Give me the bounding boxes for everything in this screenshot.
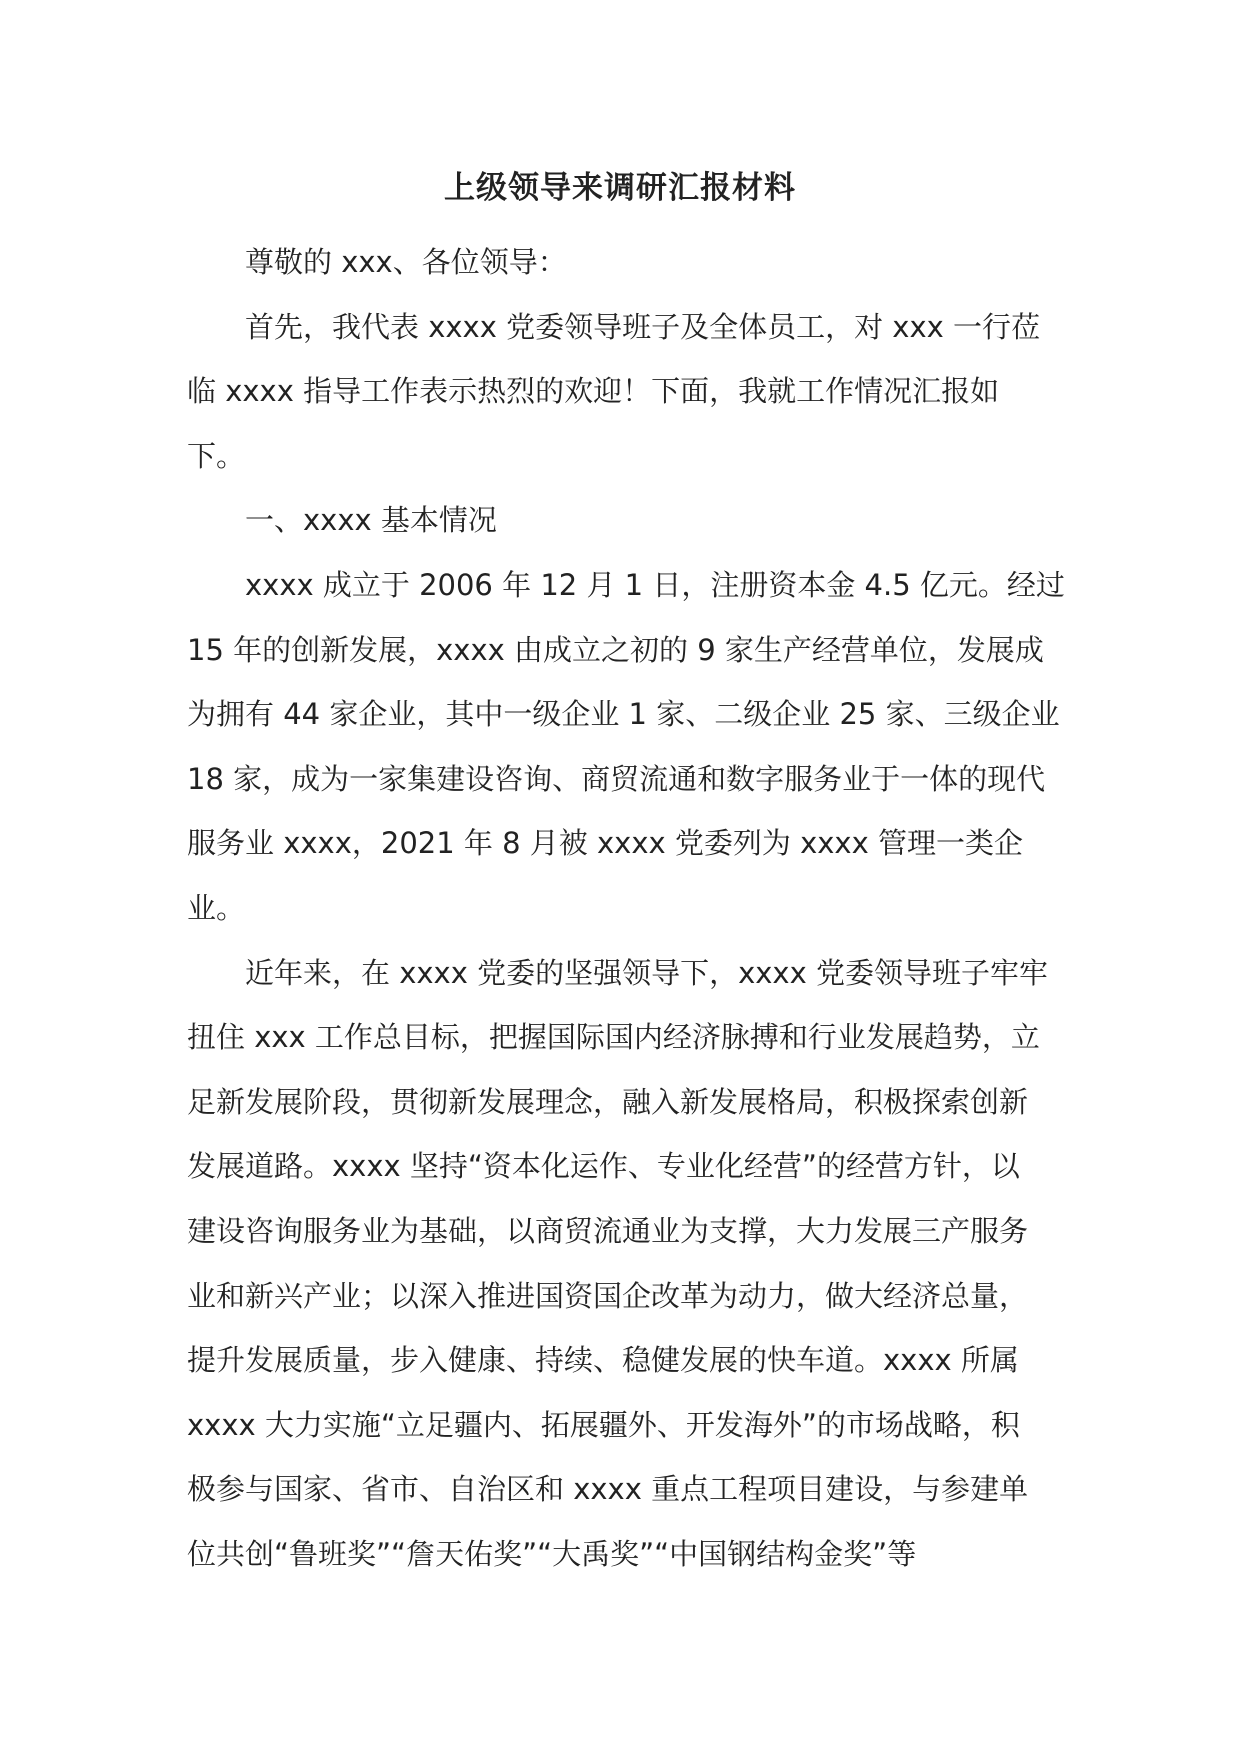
paragraph-line: 业和新兴产业；以深入推进国资国企改革为动力，做大经济总量， [187,1278,1029,1313]
paragraph-line: 足新发展阶段，贯彻新发展理念，融入新发展格局，积极探索创新 [187,1084,1029,1119]
paragraph-line: 为拥有 44 家企业，其中一级企业 1 家、二级企业 25 家、三级企业 [187,697,1060,732]
paragraph-line: 尊敬的 xxx、各位领导： [245,245,567,279]
document-body [187,240,1067,1596]
paragraph-line: 极参与国家、省市、自治区和 xxxx 重点工程项目建设，与参建单 [187,1472,1029,1507]
paragraph [187,563,1067,951]
paragraph-line: 下。 [187,438,246,473]
paragraph-line: 18 家，成为一家集建设咨询、商贸流通和数字服务业于一体的现代 [187,761,1046,796]
paragraph [187,305,1067,499]
paragraph-line: 扭住 xxx 工作总目标，把握国际国内经济脉搏和行业发展趋势，立 [187,1020,1040,1055]
paragraph-line: 15 年的创新发展，xxxx 由成立之初的 9 家生产经营单位，发展成 [187,632,1044,667]
paragraph-line: 建设咨询服务业为基础，以商贸流通业为支撑，大力发展三产服务 [187,1213,1029,1248]
paragraph-line: 位共创“鲁班奖”“詹天佑奖”“大禹奖”“中国钢结构金奖”等 [187,1536,917,1571]
paragraph-line: 一、xxxx 基本情况 [245,503,497,538]
paragraph [187,240,1067,305]
paragraph-line: 首先，我代表 xxxx 党委领导班子及全体员工，对 xxx 一行莅 [245,309,1041,344]
paragraph-line: 临 xxxx 指导工作表示热烈的欢迎！下面，我就工作情况汇报如 [187,374,1000,409]
paragraph-line: xxxx 大力实施“立足疆内、拓展疆外、开发海外”的市场战略，积 [187,1407,1020,1442]
paragraph-line: 业。 [187,890,246,925]
paragraph-line: 提升发展质量，步入健康、持续、稳健发展的快车道。xxxx 所属 [187,1343,1019,1378]
paragraph-line: xxxx 成立于 2006 年 12 月 1 日，注册资本金 4.5 亿元。经过 [245,567,1065,602]
paragraph [187,951,1067,1597]
paragraph-line: 发展道路。xxxx 坚持“资本化运作、专业化经营”的经营方针，以 [187,1149,1020,1184]
document-title: 上级领导来调研汇报材料 [444,170,796,206]
paragraph-line: 近年来，在 xxxx 党委的坚强领导下，xxxx 党委领导班子牢牢 [245,955,1048,990]
paragraph [187,498,1067,563]
paragraph-line: 服务业 xxxx，2021 年 8 月被 xxxx 党委列为 xxxx 管理一类企 [187,826,1023,861]
